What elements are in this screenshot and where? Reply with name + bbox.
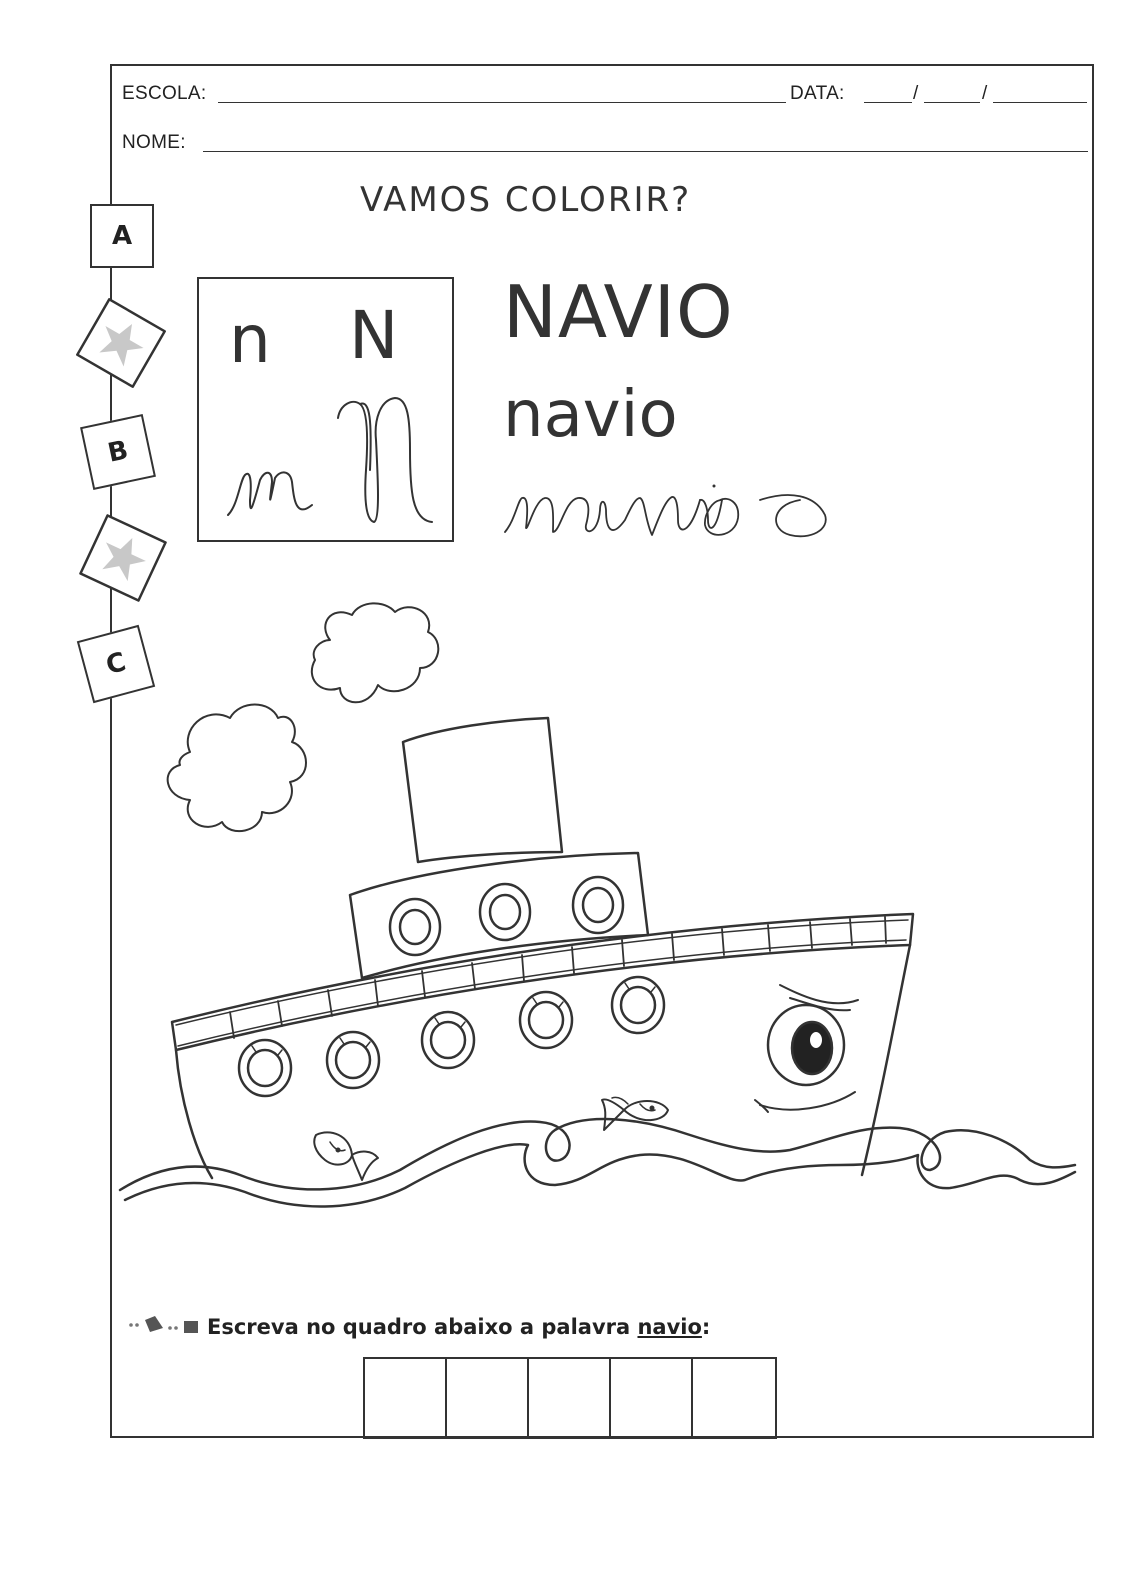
star-tab-1: [77, 299, 164, 386]
uppercase-print-n: N: [349, 297, 399, 374]
answer-box-2[interactable]: [447, 1359, 529, 1437]
page-title: VAMOS COLORIR?: [360, 180, 692, 220]
fish-left-icon: [314, 1132, 378, 1180]
lowercase-print-n: n: [229, 301, 271, 378]
waves-bottom: [125, 1144, 1075, 1206]
cloud-top: [312, 603, 438, 702]
tab-letter-c-label: C: [102, 647, 130, 681]
instruction-text: [207, 1315, 710, 1339]
tab-letter-b-label: B: [105, 435, 131, 469]
waves-top: [120, 1119, 1075, 1190]
word-lowercase: navio: [503, 378, 678, 452]
instruction-prefix: Escreva no quadro abaixo a palavra: [207, 1315, 638, 1339]
ship-smile: [760, 1092, 855, 1110]
answer-box-1[interactable]: [365, 1359, 447, 1437]
date-separator-1: /: [913, 83, 919, 104]
ship-pupil: [792, 1022, 832, 1074]
answer-boxes: [363, 1357, 777, 1439]
word-uppercase: NAVIO: [503, 270, 734, 354]
instruction-suffix: :: [701, 1315, 711, 1339]
answer-box-5[interactable]: [693, 1359, 775, 1437]
tab-letter-a-label: A: [111, 221, 133, 251]
date-label: DATA:: [790, 83, 845, 104]
answer-box-3[interactable]: [529, 1359, 611, 1437]
date-separator-2: /: [982, 83, 988, 104]
cursive-lowercase-n: [228, 472, 312, 515]
instruction-word: navio: [637, 1315, 702, 1339]
ship-chimney: [403, 718, 562, 862]
hull-portholes: [239, 977, 664, 1096]
star-tab-2: [80, 515, 165, 600]
cursive-uppercase-n: [338, 398, 432, 522]
school-label: ESCOLA:: [122, 83, 207, 104]
bullet-decoration-icon: [129, 1316, 198, 1333]
name-label: NOME:: [122, 132, 186, 153]
cursive-word-navio: [505, 497, 738, 535]
ship-cabin: [350, 853, 648, 978]
answer-box-4[interactable]: [611, 1359, 693, 1437]
cloud-left: [168, 705, 306, 832]
